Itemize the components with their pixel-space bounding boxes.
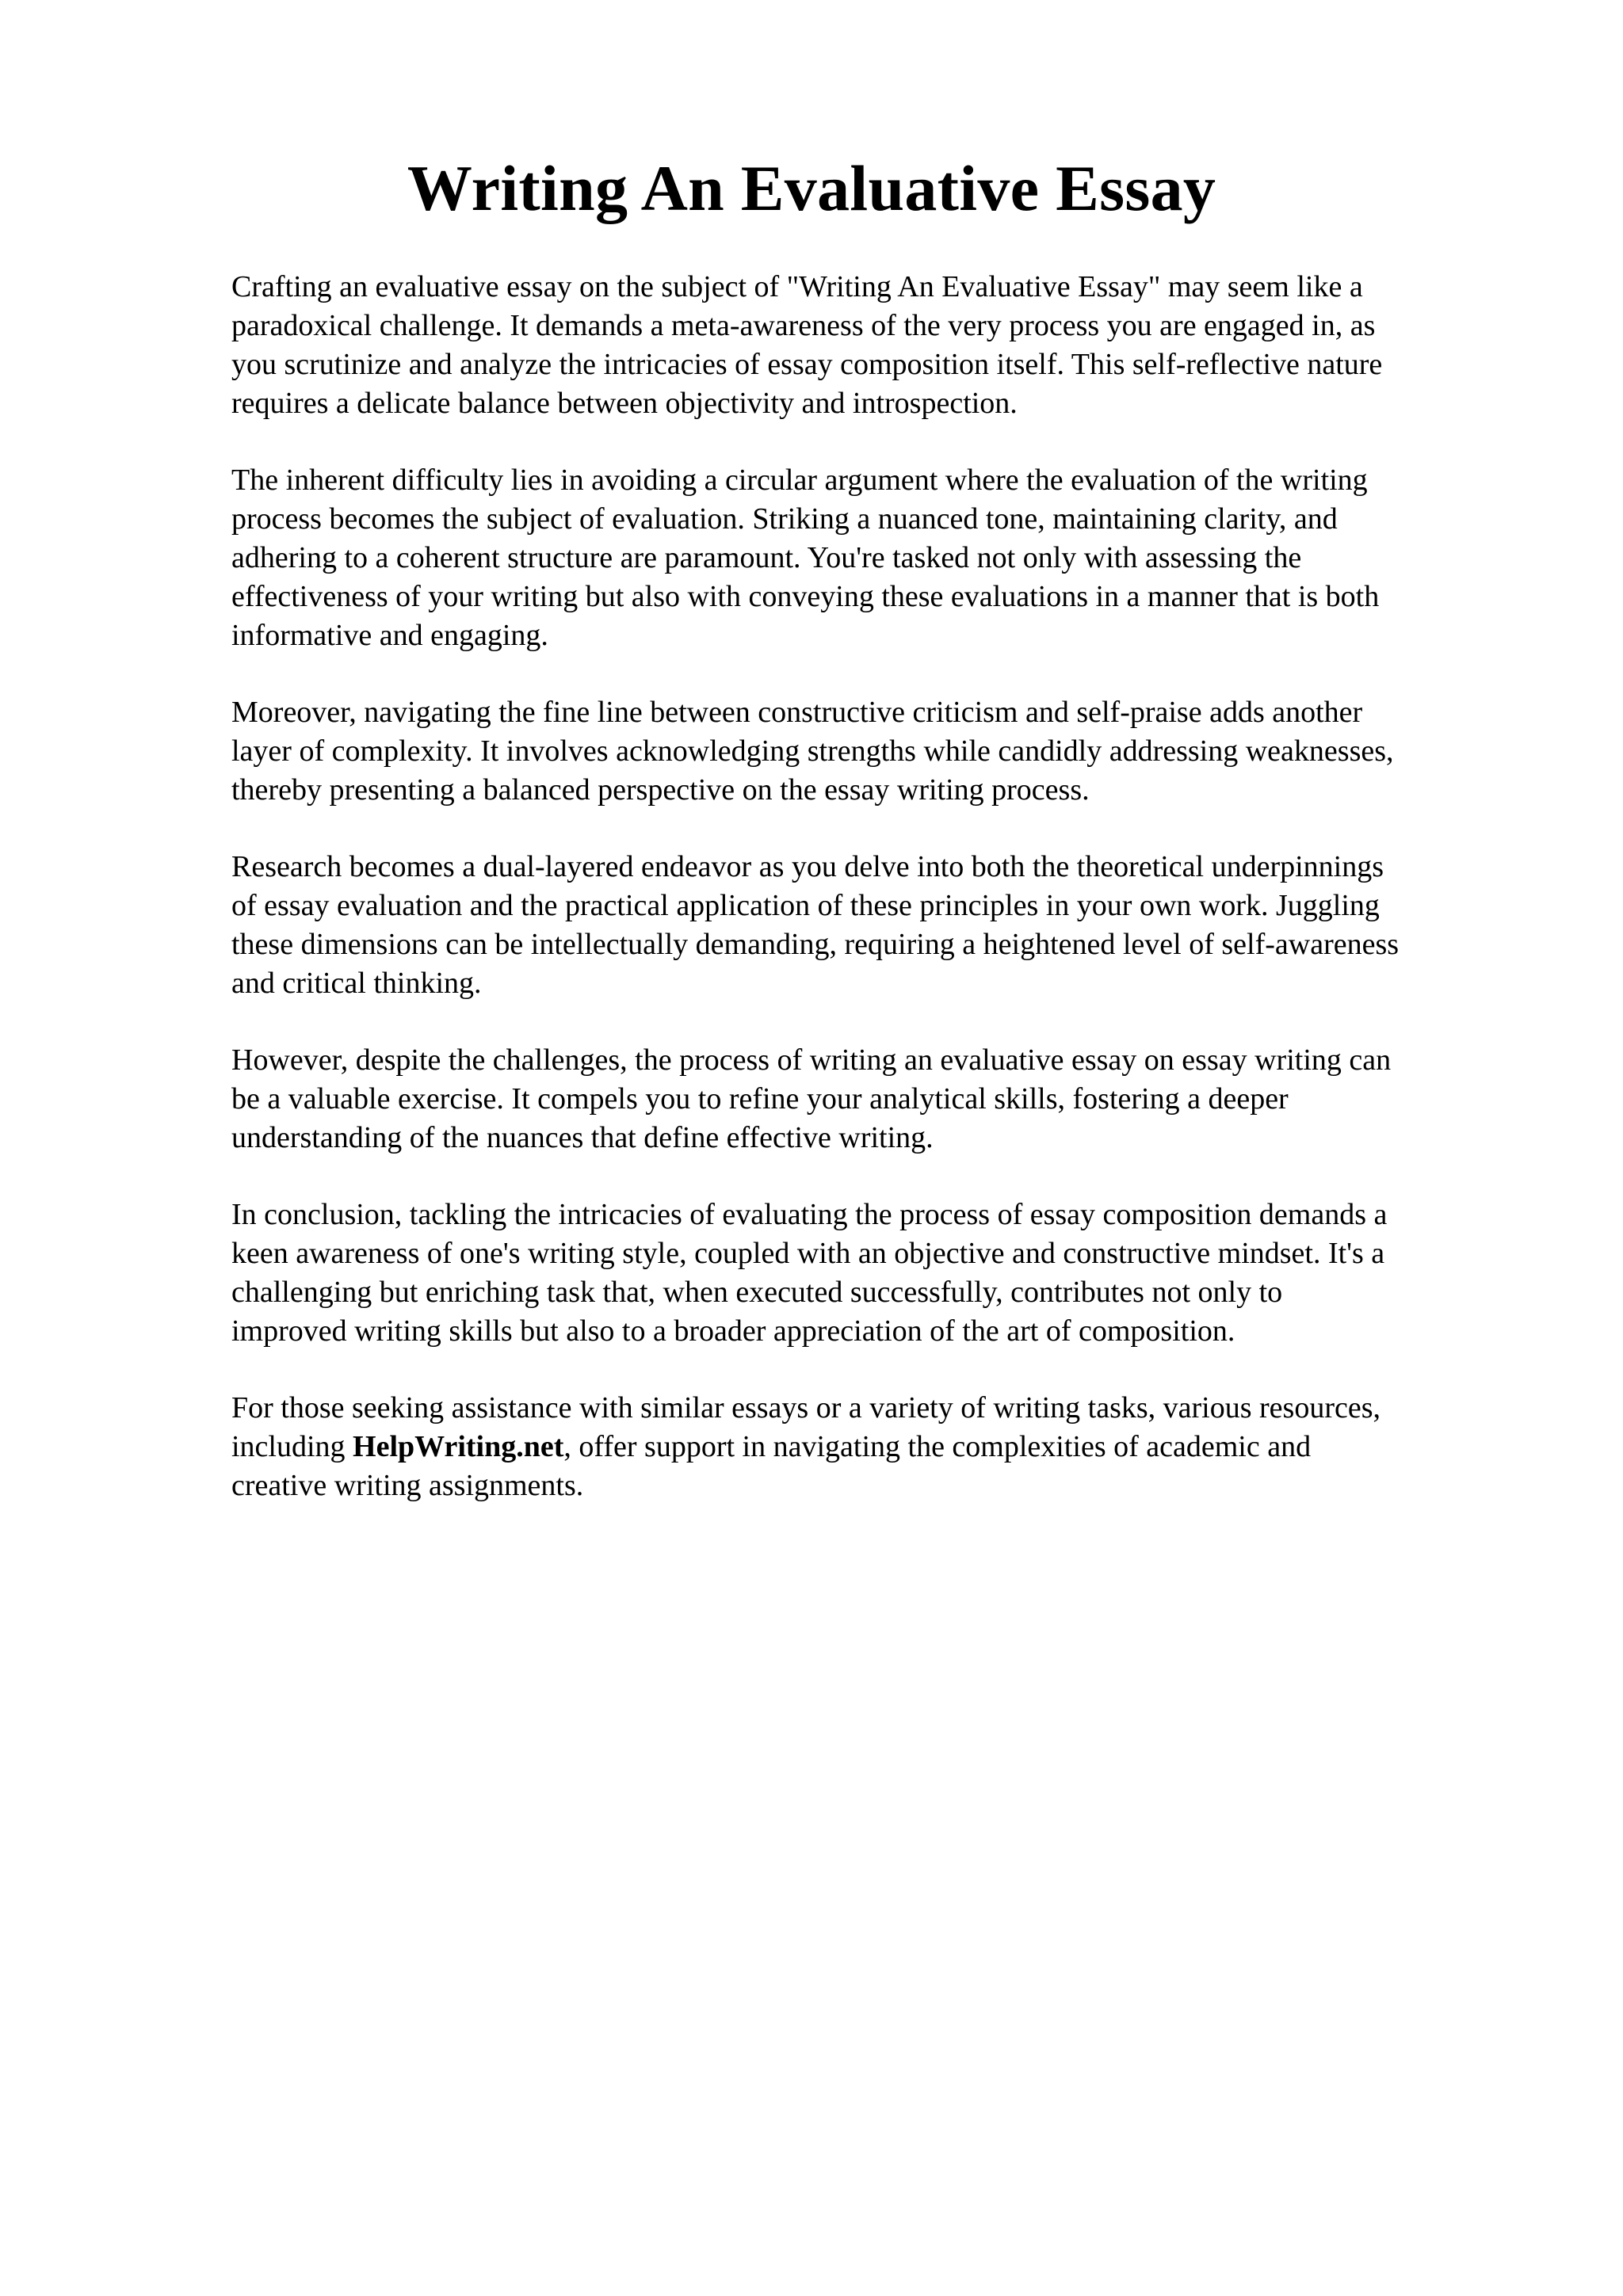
paragraph-4: Research becomes a dual-layered endeavor as you delve into both the theoretical underpinnings of essay evaluation and the practical application of these principles in your own work. Juggling these dimensions can be intellectually demanding, requiring a heightened level of self-awareness and critical thinking. [231, 850, 1400, 1000]
essay-body [231, 268, 1515, 1543]
paragraph-2: The inherent difficulty lies in avoiding a circular argument where the evaluation of the writing process becomes the subject of evaluation. Striking a nuanced tone, maintaining clarity, and adhering to a coherent structure are paramount. You're tasked not only with assessing the effectiveness of your writing but also with conveying these evaluations in a manner that is both informative and engaging. [231, 463, 1380, 652]
paragraph-3: Moreover, navigating the fine line between constructive criticism and self-praise adds another layer of complexity. It involves acknowledging strengths while candidly addressing weaknesses, thereby presenting a balanced perspective on the essay writing process. [231, 696, 1394, 807]
brand-name: HelpWriting.net [353, 1430, 564, 1463]
page-title: Writing An Evaluative Essay [407, 152, 1216, 224]
closing-text-before: For those seeking assistance with similar essays or a variety of writing tasks, various resources, including [231, 1391, 1381, 1463]
closing-paragraph [231, 1389, 1515, 1505]
paragraph-1: Crafting an evaluative essay on the subject of "Writing An Evaluative Essay" may seem like a paradoxical challenge. It demands a meta-awareness of the very process you are engaged in, as you scrutinize and analyze the intricacies of essay composition itself. This self-reflective nature requires a delicate balance between objectivity and introspection. [231, 270, 1383, 420]
paragraph-6: In conclusion, tackling the intricacies of evaluating the process of essay composition demands a keen awareness of one's writing style, coupled with an objective and constructive mindset. It's a challenging but enriching task that, when executed successfully, contributes not only to improved writing skills but also to a broader appreciation of the art of composition. [231, 1198, 1388, 1348]
closing-text-after: , offer support in navigating the complexities of academic and creative writing assignments. [231, 1430, 1312, 1502]
paragraph-5: However, despite the challenges, the process of writing an evaluative essay on essay writing can be a valuable exercise. It compels you to refine your analytical skills, fostering a deeper understanding of the nuances that define effective writing. [231, 1043, 1392, 1154]
